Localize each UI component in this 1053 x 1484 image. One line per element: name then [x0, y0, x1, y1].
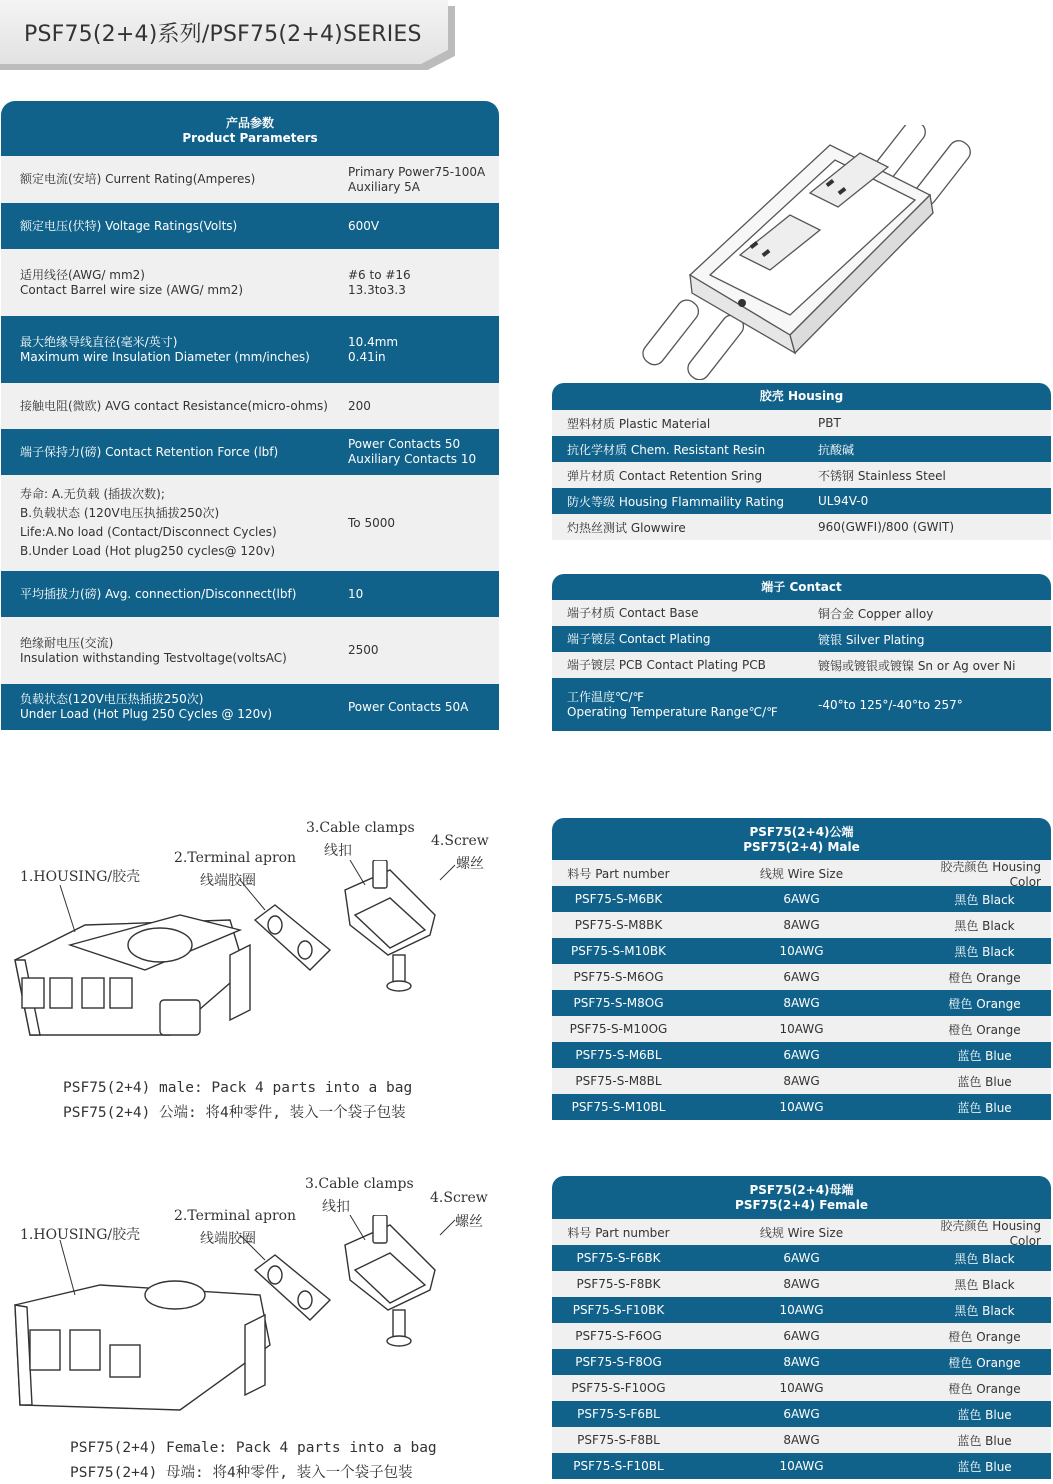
contact-row [552, 626, 1051, 652]
table-row [552, 1375, 1051, 1401]
female-label-apron-cn: 线端胶圈 [200, 1231, 256, 1247]
part-number: PSF75-S-M8BK [574, 918, 663, 932]
male-column-header [552, 859, 1051, 889]
param-value-line: 2500 [348, 643, 379, 657]
table-row [552, 990, 1051, 1016]
param-value [330, 437, 499, 467]
param-label [1, 587, 330, 602]
male-title-cn: PSF75(2+4)公端 [749, 825, 854, 839]
table-row [552, 964, 1051, 990]
param-value-line: 0.41in [348, 349, 386, 364]
param-label-line: Maximum wire Insulation Diameter (mm/inches) [20, 349, 310, 364]
part-number: PSF75-S-M6OG [573, 970, 664, 984]
contact-property [552, 658, 804, 673]
part-number: PSF75-S-M6BL [575, 1048, 662, 1062]
housing-color: 蓝色 Blue [957, 1459, 1012, 1474]
connector-image [630, 125, 980, 380]
contact-value: 镀银 Silver Plating [818, 632, 925, 647]
column-header: 胶壳颜色 Housing Color [940, 1218, 1041, 1248]
male-caption-cn: PSF75(2+4) 公端: 将4种零件, 装入一个袋子包装 [63, 1105, 406, 1121]
contact-property-line: 端子材质 Contact Base [567, 605, 699, 620]
female-title-cn: PSF75(2+4)母端 [749, 1183, 854, 1197]
table-row [552, 1323, 1051, 1349]
female-caption-cn: PSF75(2+4) 母端: 将4种零件, 装入一个袋子包装 [70, 1465, 413, 1481]
param-row [1, 156, 499, 203]
param-label-line: 额定电压(伏特) Voltage Ratings(Volts) [20, 218, 238, 233]
housing-color: 黑色 Black [954, 944, 1015, 959]
male-label-clamps-cn: 线扣 [324, 843, 352, 859]
param-value-line: #6 to #16 [348, 267, 411, 282]
param-value-line: 13.3to3.3 [348, 282, 406, 297]
contact-property-line: 端子镀层 PCB Contact Plating PCB [567, 657, 766, 672]
housing-color: 蓝色 Blue [957, 1074, 1012, 1089]
contact-property-line: 端子镀层 Contact Plating [567, 631, 711, 646]
female-parts-table [552, 1176, 1051, 1479]
param-value-line: 10.4mm [348, 334, 399, 349]
table-row [552, 1016, 1051, 1042]
housing-color: 蓝色 Blue [957, 1407, 1012, 1422]
wire-size: 10AWG [779, 1303, 824, 1317]
param-row [1, 617, 499, 684]
housing-color: 橙色 Orange [948, 1381, 1021, 1396]
housing-color: 橙色 Orange [948, 1355, 1021, 1370]
param-label-line: 平均插拔力(磅) Avg. connection/Disconnect(lbf) [20, 586, 297, 601]
contact-property [552, 606, 804, 621]
contact-row [552, 678, 1051, 731]
contact-table [552, 574, 1051, 731]
male-parts-table [552, 818, 1051, 1120]
param-value [330, 165, 499, 195]
part-number: PSF75-S-M10OG [569, 1022, 668, 1036]
param-row [1, 571, 499, 617]
contact-title: 端子 Contact [552, 574, 1051, 600]
column-header: 胶壳颜色 Housing Color [940, 859, 1041, 889]
param-label-line: 额定电流(安培) Current Rating(Amperes) [20, 172, 256, 186]
wire-size: 10AWG [779, 1459, 824, 1473]
param-row [1, 203, 499, 249]
female-header [552, 1176, 1051, 1219]
param-row [1, 475, 499, 571]
param-value [330, 587, 499, 602]
female-label-clamps-cn: 线扣 [322, 1199, 350, 1215]
param-value [330, 268, 499, 298]
table-row [552, 886, 1051, 912]
female-label-screw-cn: 螺丝 [455, 1214, 483, 1230]
female-label-clamps: 3.Cable clamps [305, 1176, 414, 1192]
params-header [1, 101, 499, 156]
param-value [330, 700, 499, 715]
param-row [1, 316, 499, 383]
product-parameters-table [1, 101, 499, 730]
param-label [1, 335, 330, 365]
part-number: PSF75-S-F10BL [573, 1459, 664, 1473]
part-number: PSF75-S-F8OG [575, 1355, 662, 1369]
male-label-screw-cn: 螺丝 [456, 856, 484, 872]
param-label [1, 692, 330, 722]
female-label-housing: 1.HOUSING/胶壳 [20, 1227, 141, 1243]
param-label [1, 636, 330, 666]
param-label-line: 绝缘耐电压(交流) [20, 635, 114, 650]
housing-value: 抗酸碱 [818, 442, 855, 457]
param-value [330, 516, 499, 531]
column-header: 料号 Part number [567, 866, 670, 881]
param-value [330, 643, 499, 658]
wire-size: 8AWG [783, 1074, 820, 1088]
param-row [1, 249, 499, 316]
table-row [552, 1427, 1051, 1453]
female-label-apron: 2.Terminal apron [174, 1208, 297, 1224]
part-number: PSF75-S-M8OG [573, 996, 664, 1010]
housing-row [552, 410, 1051, 436]
table-row [552, 1453, 1051, 1479]
param-label-line: Contact Barrel wire size (AWG/ mm2) [20, 282, 244, 297]
male-caption-en: PSF75(2+4) male: Pack 4 parts into a bag [63, 1080, 413, 1096]
male-label-apron-cn: 线端胶圈 [200, 873, 256, 889]
housing-color: 蓝色 Blue [957, 1048, 1012, 1063]
male-label-clamps: 3.Cable clamps [306, 820, 415, 836]
housing-color: 橙色 Orange [948, 1329, 1021, 1344]
housing-color: 橙色 Orange [948, 1022, 1021, 1037]
wire-size: 10AWG [779, 1100, 824, 1114]
contact-value: 镀锡或镀银或镀镍 Sn or Ag over Ni [818, 658, 1016, 673]
part-number: PSF75-S-F10OG [571, 1381, 666, 1395]
wire-size: 8AWG [783, 1433, 820, 1447]
housing-property: 弹片材质 Contact Retention Sring [567, 468, 763, 483]
table-row [552, 1094, 1051, 1120]
male-label-apron: 2.Terminal apron [174, 850, 297, 866]
part-number: PSF75-S-M10BL [571, 1100, 666, 1114]
table-row [552, 912, 1051, 938]
table-row [552, 1271, 1051, 1297]
param-label-line: 端子保持力(磅) Contact Retention Force (lbf) [20, 444, 279, 459]
housing-color: 黑色 Black [954, 892, 1015, 907]
part-number: PSF75-S-F8BK [576, 1277, 661, 1291]
param-value-line: To 5000 [348, 515, 395, 530]
housing-row [552, 436, 1051, 462]
params-title-en: Product Parameters [182, 131, 318, 145]
contact-property [552, 690, 804, 720]
housing-value: PBT [818, 416, 841, 430]
table-row [552, 1349, 1051, 1375]
wire-size: 8AWG [783, 1355, 820, 1369]
params-title-cn: 产品参数 [225, 116, 274, 130]
housing-value: 不锈钢 Stainless Steel [818, 468, 946, 483]
wire-size: 8AWG [783, 996, 820, 1010]
wire-size: 6AWG [783, 1329, 820, 1343]
table-row [552, 1401, 1051, 1427]
param-label [1, 172, 330, 187]
param-label-line: B.Under Load (Hot plug250 cycles@ 120v) [20, 544, 276, 558]
column-header: 线规 Wire Size [759, 866, 844, 881]
header-banner [0, 0, 455, 68]
housing-color: 蓝色 Blue [957, 1433, 1012, 1448]
param-label-line: 最大绝缘导线直径(毫米/英寸) [20, 334, 178, 349]
param-value-line: 200 [348, 398, 371, 413]
param-value-line: 10 [348, 586, 364, 601]
column-header: 线规 Wire Size [759, 1225, 844, 1240]
param-row [1, 383, 499, 429]
column-header: 料号 Part number [567, 1225, 670, 1240]
housing-value: 960(GWFI)/800 (GWIT) [818, 520, 955, 534]
contact-value: 铜合金 Copper alloy [818, 606, 934, 621]
param-value-line: Auxiliary Contacts 10 [348, 452, 477, 466]
housing-row [552, 488, 1051, 514]
param-label [1, 399, 330, 414]
param-label-line: 寿命: A.无负载 (插拔次数); [20, 487, 165, 501]
housing-property: 灼热丝测试 Glowwire [567, 520, 686, 535]
housing-color: 黑色 Black [954, 1251, 1015, 1266]
part-number: PSF75-S-M10BK [570, 944, 667, 958]
part-number: PSF75-S-M8BL [575, 1074, 662, 1088]
part-number: PSF75-S-F10BK [572, 1303, 665, 1317]
param-label-line: Insulation withstanding Testvoltage(voltsAC) [20, 650, 287, 665]
param-label-line: Life:A.No load (Contact/Disconnect Cycles) [20, 525, 277, 539]
male-header [552, 818, 1051, 860]
page-title: PSF75(2+4)系列/PSF75(2+4)SERIES [24, 22, 422, 47]
wire-size: 10AWG [779, 944, 824, 958]
contact-row [552, 600, 1051, 626]
table-row [552, 1297, 1051, 1323]
table-row [552, 1042, 1051, 1068]
wire-size: 6AWG [783, 970, 820, 984]
housing-color: 橙色 Orange [948, 996, 1021, 1011]
housing-property: 塑料材质 Plastic Material [567, 416, 711, 431]
female-column-header [552, 1218, 1051, 1248]
housing-color: 蓝色 Blue [957, 1100, 1012, 1115]
wire-size: 6AWG [783, 1048, 820, 1062]
male-title-en: PSF75(2+4) Male [743, 840, 860, 854]
param-label-line: 适用线径(AWG/ mm2) [20, 267, 145, 282]
part-number: PSF75-S-F6BL [577, 1407, 660, 1421]
table-row [552, 1068, 1051, 1094]
contact-property-line: Operating Temperature Range℃/℉ [567, 704, 778, 719]
housing-color: 黑色 Black [954, 918, 1015, 933]
wire-size: 10AWG [779, 1381, 824, 1395]
param-row [1, 684, 499, 730]
housing-color: 橙色 Orange [948, 970, 1021, 985]
housing-color: 黑色 Black [954, 1303, 1015, 1318]
male-label-screw: 4.Screw [431, 833, 489, 849]
wire-size: 8AWG [783, 1277, 820, 1291]
male-label-housing: 1.HOUSING/胶壳 [20, 869, 141, 885]
param-value [330, 335, 499, 365]
param-label-line: B.负载状态 (120V电压执插拔250次) [20, 506, 220, 520]
wire-size: 10AWG [779, 1022, 824, 1036]
wire-size: 6AWG [783, 1407, 820, 1421]
housing-title: 胶壳 Housing [552, 383, 1051, 410]
param-label-line: Under Load (Hot Plug 250 Cycles @ 120v) [20, 707, 272, 721]
param-label [1, 219, 330, 234]
contact-row [552, 652, 1051, 678]
param-value-line: Power Contacts 50 [348, 437, 461, 451]
part-number: PSF75-S-F6OG [575, 1329, 662, 1343]
part-number: PSF75-S-F8BL [577, 1433, 660, 1447]
housing-value: UL94V-0 [818, 494, 869, 508]
param-value-line: Power Contacts 50A [348, 699, 469, 714]
housing-row [552, 514, 1051, 540]
param-value [330, 399, 499, 414]
param-label [1, 445, 330, 460]
table-row [552, 938, 1051, 964]
param-label-line: 接触电阻(微欧) AVG contact Resistance(micro-ohms) [20, 398, 328, 413]
housing-property: 防火等级 Housing Flammaility Rating [567, 494, 785, 509]
param-value [330, 219, 499, 234]
wire-size: 8AWG [783, 918, 820, 932]
female-title-en: PSF75(2+4) Female [735, 1198, 868, 1212]
contact-property [552, 632, 804, 647]
housing-color: 黑色 Black [954, 1277, 1015, 1292]
part-number: PSF75-S-F6BK [576, 1251, 661, 1265]
param-label [1, 268, 330, 298]
part-number: PSF75-S-M6BK [574, 892, 663, 906]
param-value-line: Auxiliary 5A [348, 179, 420, 194]
param-row [1, 429, 499, 475]
housing-table [552, 383, 1051, 540]
female-caption-en: PSF75(2+4) Female: Pack 4 parts into a bag [70, 1440, 437, 1456]
param-label [1, 485, 330, 561]
wire-size: 6AWG [783, 892, 820, 906]
contact-value: -40°to 125°/-40°to 257° [818, 697, 963, 712]
param-value-line: 600V [348, 218, 380, 233]
param-label-line: 负载状态(120V电压热插拔250次) [20, 692, 204, 706]
param-value-line: Primary Power75-100A [348, 164, 486, 179]
housing-row [552, 462, 1051, 488]
contact-property-line: 工作温度℃/℉ [567, 689, 644, 704]
table-row [552, 1245, 1051, 1271]
wire-size: 6AWG [783, 1251, 820, 1265]
female-label-screw: 4.Screw [430, 1190, 488, 1206]
housing-property: 抗化学材质 Chem. Resistant Resin [567, 442, 766, 457]
